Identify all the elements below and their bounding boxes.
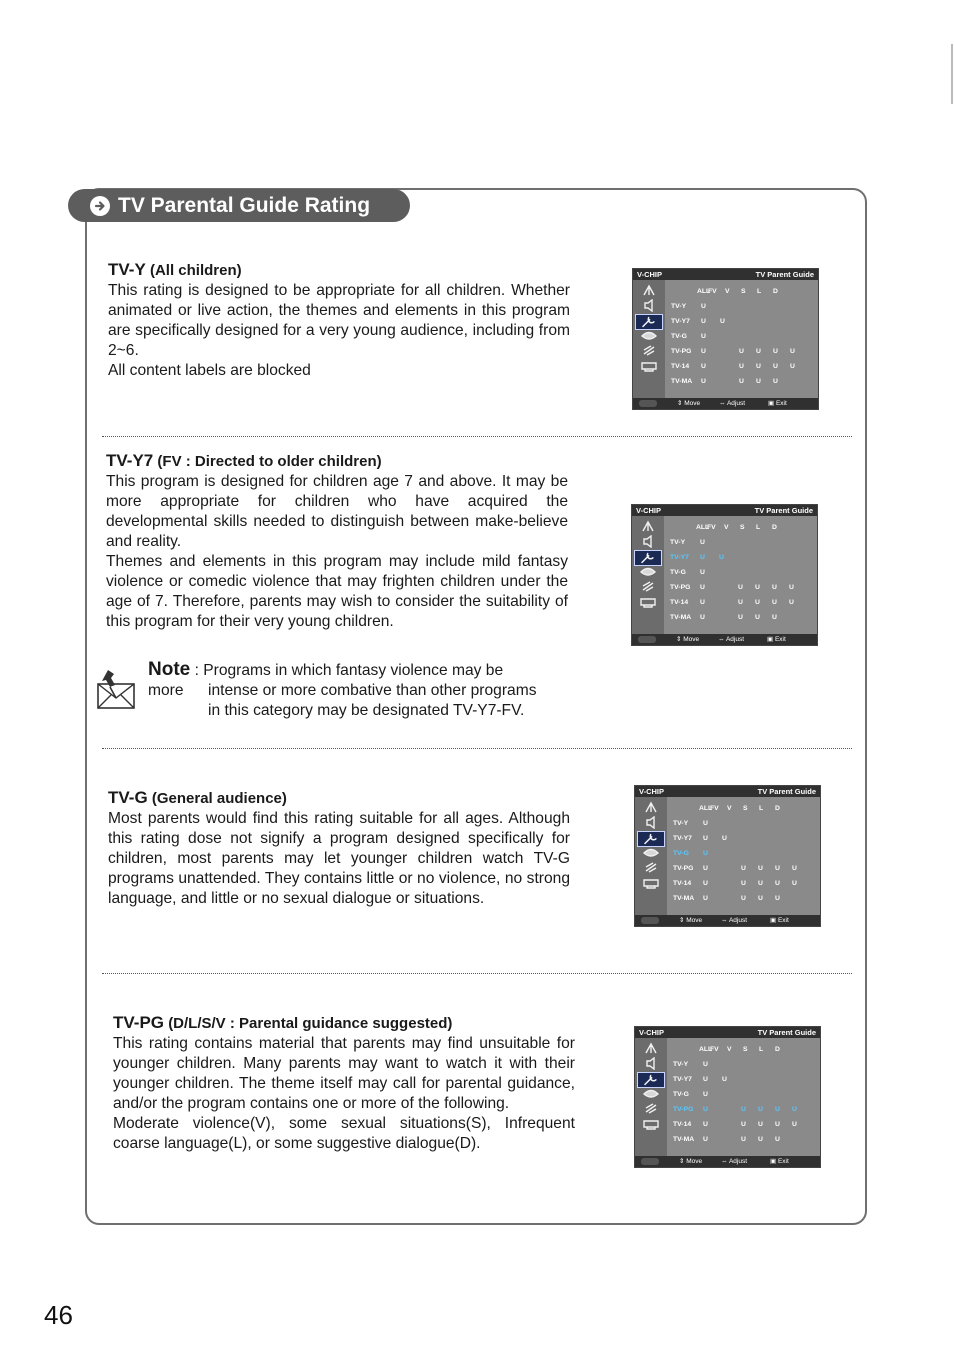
osd-cell-value: U bbox=[738, 614, 743, 621]
osd-cell-value: U bbox=[773, 348, 778, 355]
osd-title-bar bbox=[635, 1027, 820, 1038]
osd-row-label: TV-MA bbox=[673, 895, 695, 902]
osd-cell-value: U bbox=[789, 584, 794, 591]
osd-row-label: TV-Y7 bbox=[670, 554, 689, 561]
osd-cell-value: U bbox=[701, 378, 706, 385]
osd-cell-value: U bbox=[775, 895, 780, 902]
paragraph: Most parents would find this rating suitable for all ages. Although this rating dose not signify a program designed specifically for children, most parents may let younger children watch TV-G programs unattended. They contains little or no violence, no strong language, and little or no sexual dialogue or situations. bbox=[108, 810, 570, 907]
osd-cell-value: U bbox=[703, 880, 708, 887]
memo-pin-icon bbox=[96, 668, 138, 712]
antenna-icon bbox=[638, 520, 658, 533]
osd-cell-value: U bbox=[739, 348, 744, 355]
osd-row-label: TV-Y bbox=[673, 820, 689, 827]
osd-cell-value: U bbox=[700, 599, 705, 606]
osd-row-label: TV-MA bbox=[671, 378, 693, 385]
osd-column-label: D bbox=[775, 1046, 780, 1053]
osd-row-label: TV-PG bbox=[671, 348, 692, 355]
osd-column-label: V bbox=[724, 524, 729, 531]
osd-column-label: ALL bbox=[696, 524, 710, 531]
osd-cell-value: U bbox=[756, 363, 761, 370]
channel-icon bbox=[641, 846, 661, 859]
page-edge-mark bbox=[951, 44, 953, 104]
rating-code: TV-G bbox=[108, 788, 148, 807]
osd-cell-value: U bbox=[775, 880, 780, 887]
osd-column-label: S bbox=[740, 524, 745, 531]
osd-footer-bevel-icon bbox=[638, 636, 656, 643]
osd-footer bbox=[635, 915, 820, 926]
osd-row-label: TV-Y bbox=[671, 303, 687, 310]
osd-cell-value: U bbox=[755, 584, 760, 591]
input-icon bbox=[638, 595, 658, 608]
osd-column-label: FV bbox=[708, 288, 717, 295]
osd-column-label: FV bbox=[710, 1046, 719, 1053]
osd-cell-value: U bbox=[739, 378, 744, 385]
osd-screenshot-tv-y7 bbox=[631, 504, 818, 646]
osd-cell-value: U bbox=[758, 1106, 763, 1113]
osd-row-label: TV-Y bbox=[670, 539, 686, 546]
osd-screenshot-tv-g bbox=[634, 785, 821, 927]
osd-footer-bevel-icon bbox=[639, 400, 657, 407]
page-title: TV Parental Guide Rating bbox=[118, 193, 371, 217]
osd-cell-value: U bbox=[741, 865, 746, 872]
osd-right-title: TV Parent Guide bbox=[755, 270, 814, 279]
setup-icon bbox=[641, 861, 661, 874]
osd-row-label: TV-14 bbox=[673, 880, 692, 887]
osd-left-title: V-CHIP bbox=[639, 1028, 665, 1037]
section-tv-pg bbox=[113, 1013, 575, 1154]
wrench-icon bbox=[637, 831, 665, 847]
antenna-icon bbox=[641, 1042, 661, 1055]
section-body bbox=[113, 1034, 575, 1154]
osd-cell-value: U bbox=[738, 599, 743, 606]
osd-cell-value: U bbox=[775, 1106, 780, 1113]
osd-right-title: TV Parent Guide bbox=[757, 1028, 816, 1037]
osd-cell-value: U bbox=[741, 895, 746, 902]
osd-footer-adjust: ⇔ Adjust bbox=[718, 636, 745, 643]
osd-row-label: TV-G bbox=[673, 1091, 689, 1098]
note-line: intense or more combative than other programs bbox=[208, 682, 537, 699]
osd-left-title: V-CHIP bbox=[636, 506, 662, 515]
setup-icon bbox=[638, 580, 658, 593]
osd-cell-value: U bbox=[703, 1091, 708, 1098]
section-tv-g bbox=[108, 788, 570, 909]
osd-right-title: TV Parent Guide bbox=[754, 506, 813, 515]
rating-code: TV-Y bbox=[108, 260, 146, 279]
osd-footer-move: ⇕ Move bbox=[676, 636, 700, 643]
setup-icon bbox=[639, 344, 659, 357]
osd-cell-value: U bbox=[739, 363, 744, 370]
osd-cell-value: U bbox=[755, 614, 760, 621]
osd-cell-value: U bbox=[758, 880, 763, 887]
speaker-icon bbox=[641, 816, 661, 829]
osd-column-label: S bbox=[743, 805, 748, 812]
paragraph: Moderate violence(V), some sexual situations(S), Infrequent coarse language(L), or some suggestive dialogue(D). bbox=[113, 1115, 575, 1152]
osd-cell-value: U bbox=[773, 363, 778, 370]
osd-column-label: V bbox=[725, 288, 730, 295]
paragraph: This rating is designed to be appropriate for all children. Whether animated or live action, the themes and elements in this program are specifically designed for a very young audience, including from 2~6. bbox=[108, 282, 570, 359]
osd-title-bar bbox=[633, 269, 818, 280]
osd-cell-value: U bbox=[703, 820, 708, 827]
osd-cell-value: U bbox=[703, 1121, 708, 1128]
osd-cell-value: U bbox=[772, 614, 777, 621]
osd-cell-value: U bbox=[741, 1106, 746, 1113]
osd-cell-value: U bbox=[756, 378, 761, 385]
osd-cell-value: U bbox=[772, 584, 777, 591]
speaker-icon bbox=[639, 299, 659, 312]
paragraph: Themes and elements in this program may include mild fantasy violence or comedic violence that may frighten children under the age of 7. Therefore, parents may wish to consider the suitability of this program for their very young children. bbox=[106, 553, 568, 630]
osd-cell-value: U bbox=[700, 554, 705, 561]
osd-row-label: TV-PG bbox=[670, 584, 691, 591]
section-heading bbox=[108, 260, 570, 281]
osd-cell-value: U bbox=[701, 333, 706, 340]
osd-column-label: L bbox=[759, 805, 764, 812]
osd-cell-value: U bbox=[700, 569, 705, 576]
osd-cell-value: U bbox=[738, 584, 743, 591]
osd-cell-value: U bbox=[741, 1121, 746, 1128]
osd-cell-value: U bbox=[790, 348, 795, 355]
osd-screenshot-tv-y bbox=[632, 268, 819, 410]
osd-footer bbox=[633, 398, 818, 409]
osd-footer-move: ⇕ Move bbox=[679, 917, 703, 924]
rating-subtitle: (FV : Directed to older children) bbox=[157, 453, 382, 470]
osd-row-label: TV-PG bbox=[673, 865, 694, 872]
osd-row-label: TV-Y bbox=[673, 1061, 689, 1068]
osd-cell-value: U bbox=[775, 1136, 780, 1143]
osd-footer-adjust: ⇔ Adjust bbox=[719, 400, 746, 407]
paragraph: All content labels are blocked bbox=[108, 362, 311, 379]
rating-code: TV-PG bbox=[113, 1013, 165, 1032]
osd-cell-value: U bbox=[755, 599, 760, 606]
osd-column-label: V bbox=[727, 805, 732, 812]
osd-column-label: S bbox=[741, 288, 746, 295]
osd-footer-move: ⇕ Move bbox=[677, 400, 701, 407]
osd-row-label: TV-G bbox=[670, 569, 686, 576]
osd-column-label: D bbox=[775, 805, 780, 812]
osd-cell-value: U bbox=[741, 1136, 746, 1143]
input-icon bbox=[641, 1117, 661, 1130]
setup-icon bbox=[641, 1102, 661, 1115]
osd-cell-value: U bbox=[703, 835, 708, 842]
osd-cell-value: U bbox=[701, 303, 706, 310]
osd-column-label: L bbox=[759, 1046, 764, 1053]
osd-footer-move: ⇕ Move bbox=[679, 1158, 703, 1165]
osd-column-label: V bbox=[727, 1046, 732, 1053]
osd-row-label: TV-14 bbox=[671, 363, 690, 370]
osd-icon-column bbox=[635, 797, 667, 915]
osd-footer-exit: ▣ Exit bbox=[770, 917, 789, 924]
osd-cell-value: U bbox=[703, 1136, 708, 1143]
osd-row-label: TV-MA bbox=[673, 1136, 695, 1143]
osd-row-label: TV-14 bbox=[670, 599, 689, 606]
osd-cell-value: U bbox=[775, 1121, 780, 1128]
osd-column-label: S bbox=[743, 1046, 748, 1053]
osd-row-label: TV-14 bbox=[673, 1121, 692, 1128]
osd-footer-exit: ▣ Exit bbox=[767, 636, 786, 643]
osd-title-bar bbox=[632, 505, 817, 516]
rating-subtitle: (General audience) bbox=[151, 790, 287, 807]
osd-cell-value: U bbox=[758, 1121, 763, 1128]
osd-cell-value: U bbox=[703, 1076, 708, 1083]
osd-left-title: V-CHIP bbox=[639, 787, 665, 796]
note-line: in this category may be designated TV-Y7-FV. bbox=[208, 702, 525, 719]
osd-footer-adjust: ⇔ Adjust bbox=[721, 1158, 748, 1165]
osd-cell-value: U bbox=[790, 363, 795, 370]
speaker-icon bbox=[638, 535, 658, 548]
osd-cell-value: U bbox=[758, 865, 763, 872]
osd-column-label: D bbox=[772, 524, 777, 531]
osd-cell-value: U bbox=[700, 614, 705, 621]
paragraph: This rating contains material that parents may find unsuitable for younger children. Many parents may want to watch it with their younger children. The theme itself may call for parental guidance, and/or the program contains one or more of the following. bbox=[113, 1035, 575, 1112]
wrench-icon bbox=[635, 314, 663, 330]
osd-cell-value: U bbox=[722, 1076, 727, 1083]
osd-footer-bevel-icon bbox=[641, 1158, 659, 1165]
osd-row-label: TV-Y7 bbox=[671, 318, 690, 325]
section-body bbox=[108, 281, 570, 381]
osd-cell-value: U bbox=[773, 378, 778, 385]
input-icon bbox=[641, 876, 661, 889]
osd-cell-value: U bbox=[792, 865, 797, 872]
osd-cell-value: U bbox=[758, 1136, 763, 1143]
page-title-banner bbox=[68, 189, 410, 222]
osd-cell-value: U bbox=[792, 1106, 797, 1113]
dotted-divider bbox=[102, 436, 852, 437]
osd-footer bbox=[632, 634, 817, 645]
wrench-icon bbox=[634, 550, 662, 566]
osd-column-label: FV bbox=[707, 524, 716, 531]
osd-cell-value: U bbox=[792, 880, 797, 887]
osd-footer-exit: ▣ Exit bbox=[768, 400, 787, 407]
osd-column-label: ALL bbox=[699, 805, 713, 812]
osd-cell-value: U bbox=[701, 348, 706, 355]
osd-cell-value: U bbox=[772, 599, 777, 606]
rating-subtitle: (All children) bbox=[149, 262, 242, 279]
osd-title-bar bbox=[635, 786, 820, 797]
osd-cell-value: U bbox=[703, 865, 708, 872]
page-number: 46 bbox=[44, 1300, 73, 1330]
channel-icon bbox=[641, 1087, 661, 1100]
input-icon bbox=[639, 359, 659, 372]
osd-cell-value: U bbox=[703, 895, 708, 902]
osd-footer-bevel-icon bbox=[641, 917, 659, 924]
osd-cell-value: U bbox=[703, 1106, 708, 1113]
osd-cell-value: U bbox=[775, 865, 780, 872]
osd-column-label: ALL bbox=[697, 288, 711, 295]
osd-row-label: TV-G bbox=[671, 333, 687, 340]
osd-cell-value: U bbox=[758, 895, 763, 902]
osd-column-label: D bbox=[773, 288, 778, 295]
osd-icon-column bbox=[635, 1038, 667, 1156]
osd-cell-value: U bbox=[719, 554, 724, 561]
osd-cell-value: U bbox=[789, 599, 794, 606]
osd-row-label: TV-Y7 bbox=[673, 835, 692, 842]
osd-cell-value: U bbox=[703, 1061, 708, 1068]
section-heading bbox=[106, 451, 568, 472]
section-body bbox=[108, 809, 570, 909]
osd-row-label: TV-G bbox=[673, 850, 689, 857]
arrow-right-icon bbox=[90, 196, 110, 216]
paragraph: This program is designed for children age 7 and above. It may be more appropriate for children who have acquired the developmental skills needed to distinguish between make-believe and reality. bbox=[106, 473, 568, 550]
dotted-divider bbox=[102, 748, 852, 749]
rating-code: TV-Y7 bbox=[106, 451, 154, 470]
speaker-icon bbox=[641, 1057, 661, 1070]
osd-cell-value: U bbox=[703, 850, 708, 857]
note-label: Note bbox=[148, 659, 191, 680]
osd-screenshot-tv-pg bbox=[634, 1026, 821, 1168]
osd-right-title: TV Parent Guide bbox=[757, 787, 816, 796]
section-heading bbox=[113, 1013, 575, 1034]
osd-column-label: ALL bbox=[699, 1046, 713, 1053]
osd-cell-value: U bbox=[700, 539, 705, 546]
osd-cell-value: U bbox=[701, 363, 706, 370]
note-line: more bbox=[148, 682, 184, 699]
osd-column-label: FV bbox=[710, 805, 719, 812]
osd-cell-value: U bbox=[700, 584, 705, 591]
osd-footer-adjust: ⇔ Adjust bbox=[721, 917, 748, 924]
section-heading bbox=[108, 788, 570, 809]
osd-left-title: V-CHIP bbox=[637, 270, 663, 279]
section-body bbox=[106, 472, 568, 632]
osd-cell-value: U bbox=[741, 880, 746, 887]
channel-icon bbox=[639, 329, 659, 342]
osd-icon-column bbox=[632, 516, 664, 634]
section-tv-y bbox=[108, 260, 570, 381]
note-text bbox=[148, 660, 578, 721]
section-tv-y7 bbox=[106, 451, 568, 632]
osd-footer bbox=[635, 1156, 820, 1167]
antenna-icon bbox=[641, 801, 661, 814]
dotted-divider bbox=[102, 973, 852, 974]
note-line: : Programs in which fantasy violence may be bbox=[194, 662, 504, 679]
osd-row-label: TV-Y7 bbox=[673, 1076, 692, 1083]
osd-footer-exit: ▣ Exit bbox=[770, 1158, 789, 1165]
osd-column-label: L bbox=[757, 288, 762, 295]
osd-icon-column bbox=[633, 280, 665, 398]
rating-subtitle: (D/L/S/V : Parental guidance suggested) bbox=[168, 1015, 453, 1032]
osd-row-label: TV-PG bbox=[673, 1106, 694, 1113]
osd-cell-value: U bbox=[701, 318, 706, 325]
channel-icon bbox=[638, 565, 658, 578]
osd-cell-value: U bbox=[722, 835, 727, 842]
osd-column-label: L bbox=[756, 524, 761, 531]
osd-cell-value: U bbox=[792, 1121, 797, 1128]
osd-row-label: TV-MA bbox=[670, 614, 692, 621]
antenna-icon bbox=[639, 284, 659, 297]
osd-cell-value: U bbox=[756, 348, 761, 355]
osd-cell-value: U bbox=[720, 318, 725, 325]
wrench-icon bbox=[637, 1072, 665, 1088]
